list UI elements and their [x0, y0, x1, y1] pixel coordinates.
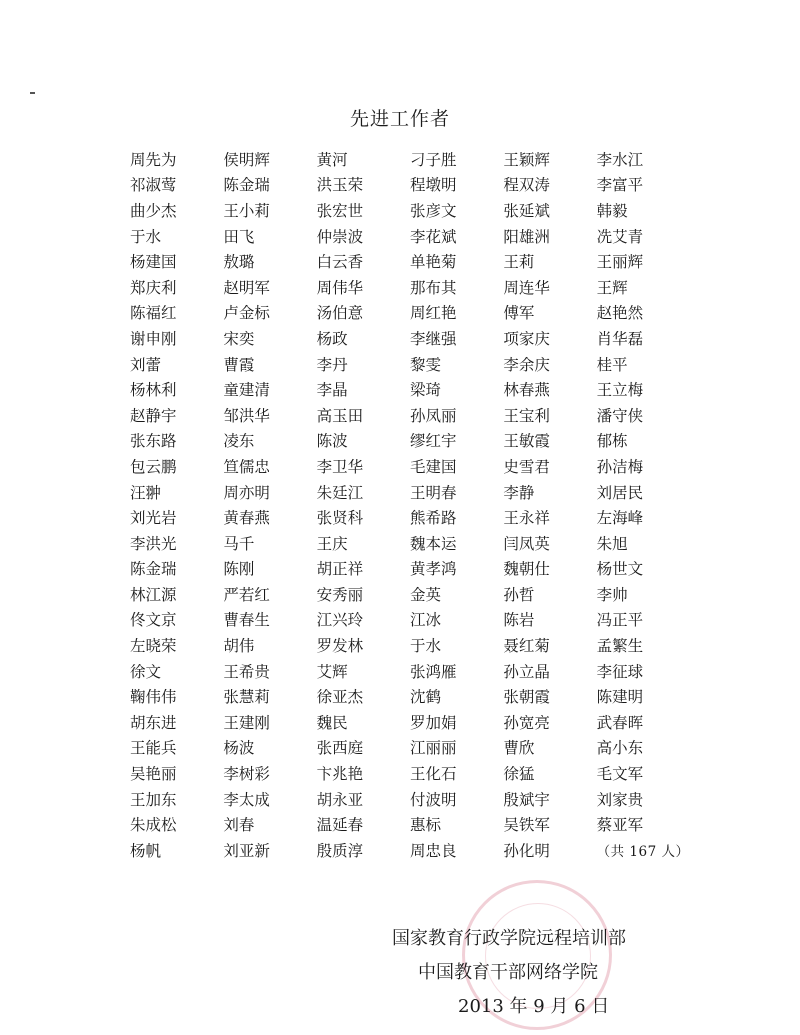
name-row	[130, 197, 690, 223]
name-cell: 田飞	[223, 227, 255, 246]
name-cell: 赵艳然	[596, 304, 644, 323]
name-cell: 张慧莉	[223, 688, 270, 707]
name-cell: 孟繁生	[596, 637, 644, 656]
name-cell: 肖华磊	[596, 329, 644, 348]
name-cell: 张贤科	[316, 509, 364, 528]
name-cell: 潘守侠	[596, 406, 644, 425]
name-row	[130, 248, 690, 274]
name-row	[130, 325, 690, 351]
name-cell: 侯明辉	[223, 150, 270, 169]
name-cell: 傅军	[503, 304, 535, 323]
name-cell: 缪红宇	[409, 432, 457, 451]
name-cell: 高玉田	[316, 406, 364, 425]
name-cell: 于水	[130, 227, 162, 246]
name-cell: 李征球	[596, 662, 644, 681]
name-cell: 刘居民	[596, 483, 644, 502]
name-cell: 孙宽亮	[503, 713, 550, 732]
name-cell: 周亦明	[223, 483, 270, 502]
name-cell: 李余庆	[503, 355, 550, 374]
name-cell: 洪玉荣	[316, 176, 364, 195]
name-cell: 聂红菊	[503, 637, 550, 656]
name-row	[130, 146, 690, 172]
name-cell: 李水江	[596, 150, 644, 169]
name-cell: 韩毅	[596, 201, 628, 220]
name-cell: 佟文京	[130, 611, 177, 630]
name-cell: 李静	[503, 483, 535, 502]
name-cell: 孙凤丽	[409, 406, 457, 425]
name-row	[130, 479, 690, 505]
name-cell: 李丹	[316, 355, 348, 374]
name-row	[130, 683, 690, 709]
name-cell: 冼艾青	[596, 227, 644, 246]
name-cell: 严若红	[223, 585, 270, 604]
name-cell: 王莉	[503, 253, 535, 272]
name-cell: 罗加娟	[409, 713, 457, 732]
signature-block	[380, 922, 660, 1024]
name-cell: 熊希路	[409, 509, 457, 528]
name-cell: 杨建国	[130, 253, 177, 272]
name-cell: 邹洪华	[223, 406, 270, 425]
name-cell: 周红艳	[409, 304, 457, 323]
name-cell: 程墩明	[409, 176, 457, 195]
name-cell: 单艳菊	[409, 253, 457, 272]
name-cell: 张延斌	[503, 201, 550, 220]
name-row	[130, 735, 690, 761]
name-cell: 杨帆	[130, 841, 162, 860]
name-cell: 魏民	[316, 713, 348, 732]
name-cell: 宋奕	[223, 329, 255, 348]
name-cell: 林春燕	[503, 381, 550, 400]
name-cell: 杨世文	[596, 560, 644, 579]
name-cell: 周先为	[130, 150, 177, 169]
name-cell: 刁子胜	[409, 150, 457, 169]
name-cell: 张东路	[130, 432, 177, 451]
name-cell: 李富平	[596, 176, 644, 195]
name-cell: 周连华	[503, 278, 550, 297]
name-cell: 黄孝鸿	[409, 560, 457, 579]
name-cell: 童建清	[223, 381, 270, 400]
name-cell: 曹欣	[503, 739, 535, 758]
name-cell: 王永祥	[503, 509, 550, 528]
name-row	[130, 607, 690, 633]
name-row	[130, 581, 690, 607]
name-cell: 吴铁军	[503, 816, 550, 835]
name-row	[130, 632, 690, 658]
name-cell: 温延春	[316, 816, 364, 835]
name-cell: 周伟华	[316, 278, 364, 297]
page-title: 先进工作者	[349, 108, 450, 130]
name-cell: 梁琦	[409, 381, 441, 400]
name-row	[130, 428, 690, 454]
name-cell: 杨政	[316, 329, 348, 348]
name-cell: 凌东	[223, 432, 255, 451]
name-cell: 李花斌	[409, 227, 457, 246]
name-cell: 吴艳丽	[130, 765, 177, 784]
name-row	[130, 351, 690, 377]
name-cell: 王辉	[596, 278, 628, 297]
name-cell: 孙化明	[503, 841, 550, 860]
name-cell: 王丽辉	[596, 253, 644, 272]
name-cell: 曲少杰	[130, 201, 177, 220]
name-cell: 毛建国	[409, 457, 457, 476]
name-row	[130, 300, 690, 326]
name-cell: 王明春	[409, 483, 457, 502]
name-cell: 李卫华	[316, 457, 364, 476]
name-row	[130, 274, 690, 300]
name-cell: 刘亚新	[223, 841, 270, 860]
name-cell: 黎雯	[409, 355, 441, 374]
name-cell: 杨林利	[130, 381, 177, 400]
name-cell: 孙立晶	[503, 662, 550, 681]
name-cell: 王小莉	[223, 201, 270, 220]
name-cell: 李洪光	[130, 534, 177, 553]
name-cell: 胡东进	[130, 713, 177, 732]
name-cell: 桂平	[596, 355, 628, 374]
name-cell: 魏朝仕	[503, 560, 550, 579]
name-cell: 阳雄洲	[503, 227, 550, 246]
name-cell: 曹霞	[223, 355, 255, 374]
name-cell: 朱成松	[130, 816, 177, 835]
name-cell: 安秀丽	[316, 585, 364, 604]
name-cell: 张宏世	[316, 201, 364, 220]
org-name-2: 中国教育干部网络学院	[418, 962, 598, 983]
name-cell: 于水	[409, 637, 441, 656]
name-cell: 陈刚	[223, 560, 255, 579]
name-cell: 孙哲	[503, 585, 535, 604]
name-cell: 徐猛	[503, 765, 535, 784]
name-cell: 左海峰	[596, 509, 644, 528]
name-cell: 王化石	[409, 765, 457, 784]
name-cell: 谢申刚	[130, 329, 177, 348]
name-row	[130, 402, 690, 428]
name-cell: 李树彩	[223, 765, 270, 784]
name-cell: 徐文	[130, 662, 162, 681]
name-cell: 李继强	[409, 329, 457, 348]
name-cell: 胡伟	[223, 637, 255, 656]
name-cell: 包云鹏	[130, 457, 177, 476]
org-name-1: 国家教育行政学院远程培训部	[392, 928, 626, 949]
name-cell: 王立梅	[596, 381, 644, 400]
name-cell: 王能兵	[130, 739, 177, 758]
name-cell: 鞠伟伟	[130, 688, 177, 707]
name-cell: 蔡亚军	[596, 816, 644, 835]
name-cell: 刘春	[223, 816, 255, 835]
name-row	[130, 453, 690, 479]
name-cell: 张彦文	[409, 201, 457, 220]
name-cell: 王庆	[316, 534, 348, 553]
name-cell: 毛文军	[596, 765, 644, 784]
issue-date: 2013 年 9 月 6 日	[458, 996, 610, 1017]
name-cell: 王希贵	[223, 662, 270, 681]
name-cell: 闫凤英	[503, 534, 550, 553]
name-cell: 朱廷江	[316, 483, 364, 502]
name-cell: 胡永亚	[316, 790, 364, 809]
name-cell: 刘蕾	[130, 355, 162, 374]
name-cell: 艾辉	[316, 662, 348, 681]
name-row	[130, 760, 690, 786]
name-cell: 陈波	[316, 432, 348, 451]
name-cell: 罗发林	[316, 637, 364, 656]
name-cell: 周忠良	[409, 841, 457, 860]
name-cell: 卢金标	[223, 304, 270, 323]
name-cell: 高小东	[596, 739, 644, 758]
name-cell: 武春晖	[596, 713, 644, 732]
name-row	[130, 786, 690, 812]
name-cell: 李帅	[596, 585, 628, 604]
name-cell: 张西庭	[316, 739, 364, 758]
name-cell: 林江源	[130, 585, 177, 604]
name-cell: 孙洁梅	[596, 457, 644, 476]
name-cell: 胡正祥	[316, 560, 364, 579]
scan-mark	[30, 92, 35, 94]
name-cell: 陈金瑞	[130, 560, 177, 579]
name-row	[130, 530, 690, 556]
name-cell: 殷质淳	[316, 841, 364, 860]
name-row	[130, 223, 690, 249]
name-cell: 王宝利	[503, 406, 550, 425]
name-cell: 陈建明	[596, 688, 644, 707]
name-cell: 郁栋	[596, 432, 628, 451]
name-cell: 杨波	[223, 739, 255, 758]
name-cell: 朱旭	[596, 534, 628, 553]
name-cell: 白云香	[316, 253, 364, 272]
name-cell: 魏本运	[409, 534, 457, 553]
name-cell: 那布其	[409, 278, 457, 297]
name-cell: 张鸿雁	[409, 662, 457, 681]
name-cell: 左晓荣	[130, 637, 177, 656]
name-cell: 张朝霞	[503, 688, 550, 707]
name-row	[130, 504, 690, 530]
name-cell: 陈福红	[130, 304, 177, 323]
name-cell: 江丽丽	[409, 739, 457, 758]
name-row	[130, 172, 690, 198]
name-cell: 李晶	[316, 381, 348, 400]
name-cell: 王敏霞	[503, 432, 550, 451]
name-cell: 王建刚	[223, 713, 270, 732]
name-cell: 沈鹤	[409, 688, 441, 707]
name-cell: 陈金瑞	[223, 176, 270, 195]
name-cell: 汪翀	[130, 483, 162, 502]
name-cell: 黄春燕	[223, 509, 270, 528]
name-cell: 赵静宇	[130, 406, 177, 425]
name-row	[130, 811, 690, 837]
name-list	[130, 146, 690, 863]
name-cell: 刘光岩	[130, 509, 177, 528]
name-cell: 王加东	[130, 790, 177, 809]
name-row	[130, 376, 690, 402]
name-cell: 江兴玲	[316, 611, 364, 630]
name-cell: 李太成	[223, 790, 270, 809]
name-row	[130, 556, 690, 582]
name-cell: 陈岩	[503, 611, 535, 630]
name-cell: 程双涛	[503, 176, 550, 195]
name-cell: 金英	[409, 585, 441, 604]
name-cell: 祁淑莺	[130, 176, 177, 195]
name-cell: 马千	[223, 534, 255, 553]
name-cell: 冯正平	[596, 611, 644, 630]
name-cell: 郑庆利	[130, 278, 177, 297]
name-cell: 徐亚杰	[316, 688, 364, 707]
name-cell: 史雪君	[503, 457, 550, 476]
name-cell: 项家庆	[503, 329, 550, 348]
name-cell: 卞兆艳	[316, 765, 364, 784]
name-cell: 敖璐	[223, 253, 255, 272]
name-cell: 刘家贵	[596, 790, 644, 809]
name-cell: 笪儒忠	[223, 457, 270, 476]
name-cell: 王颖辉	[503, 150, 550, 169]
name-cell: 殷斌宇	[503, 790, 550, 809]
total-count: （共 167 人）	[596, 843, 690, 860]
name-cell: 黄河	[316, 150, 348, 169]
name-cell: 江冰	[409, 611, 441, 630]
name-row	[130, 837, 690, 863]
name-cell: 曹春生	[223, 611, 270, 630]
name-row	[130, 709, 690, 735]
name-row	[130, 658, 690, 684]
name-cell: 惠标	[409, 816, 441, 835]
name-cell: 仲崇波	[316, 227, 364, 246]
name-cell: 付波明	[409, 790, 457, 809]
name-cell: 赵明军	[223, 278, 270, 297]
name-cell: 汤伯意	[316, 304, 364, 323]
